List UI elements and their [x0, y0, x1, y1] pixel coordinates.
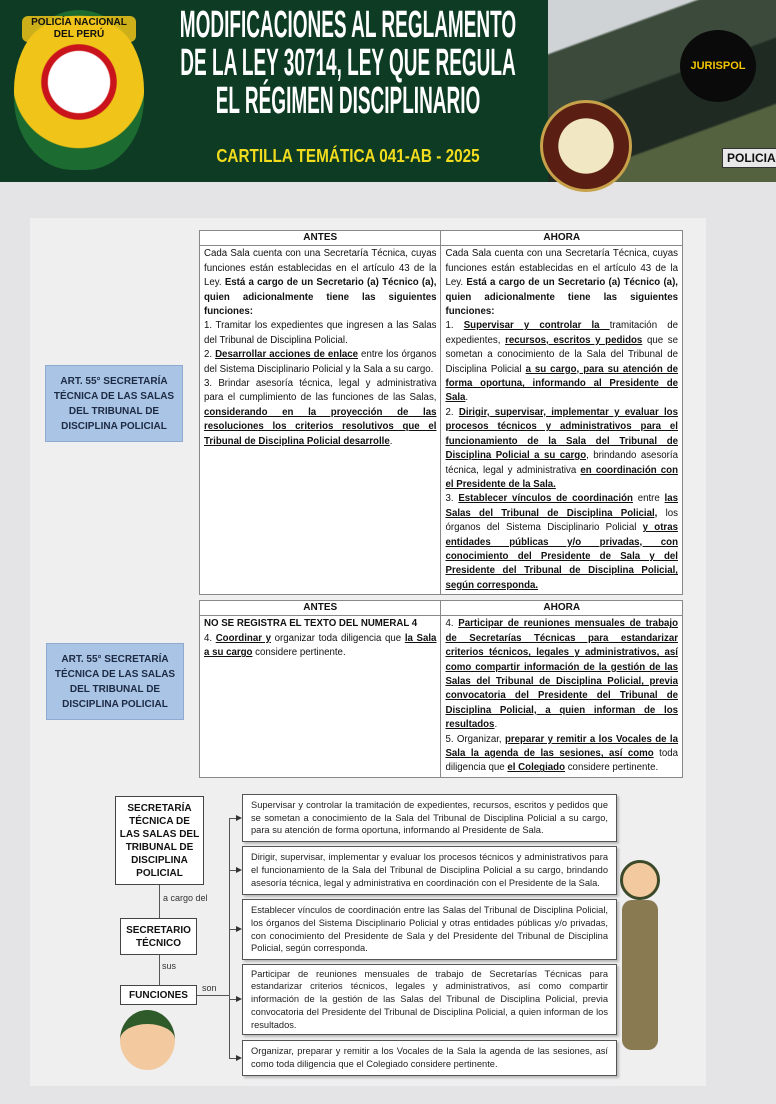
header-before: ANTES — [200, 231, 441, 246]
function-box: Organizar, preparar y remitir a los Vocales de la Sala la agenda de las sesiones, así como toda diligencia que el Colegiado considere pertinente. — [242, 1040, 617, 1076]
before-text — [200, 246, 441, 595]
text-segment: . — [494, 719, 498, 731]
emphasis-segment: Participar de reuniones mensuales de trabajo de Secretarías Técnicas para estandarizar criterios técnicos, legales y administrativos, así como compartir información de la gestión de las Salas del Tribunal de Disciplina Policial, previa convocatoria del Presidente del Tribunal de Disciplina Policial, a quien informan de los resultados — [445, 618, 678, 731]
text-segment: 1. Tramitar los expedientes que ingresen a las Salas del Tribunal de Disciplina Policial. — [204, 320, 437, 346]
emphasis-segment: Está a cargo de un Secretario (a) Técnico (a), quien adicionalmente tiene las siguientes funciones: — [204, 277, 437, 318]
text-segment: Cada Sala cuenta con una Secretaría Técnica, cuyas funciones están establecidas en el artículo 43 de la Ley. — [204, 248, 437, 289]
emphasis-segment: en coordinación con el Presidente de la Sala. — [445, 464, 679, 490]
police-mascot-illustration — [120, 1010, 175, 1070]
link-label: son — [202, 983, 217, 993]
text-segment: 1. — [445, 320, 464, 332]
paragraph — [204, 617, 436, 631]
emphasis-segment: Está a cargo de un Secretario (a) Técnico (a), quien adicionalmente tiene las siguientes funciones: — [445, 277, 678, 318]
paragraph — [445, 492, 678, 593]
title-line: EL RÉGIMEN DISCIPLINARIO — [215, 80, 481, 122]
text-segment: organizar toda diligencia que — [270, 632, 405, 644]
emphasis-segment: preparar y remitir a los Vocales de la Sala la agenda de las sesiones, así como — [445, 733, 679, 760]
after-text — [441, 246, 683, 595]
text-segment: los órganos del Sistema Disciplinario Policial — [445, 507, 679, 534]
text-segment: Cada Sala cuenta con una Secretaría Técnica, cuyas funciones están establecidas en el artículo 43 de la Ley. — [445, 248, 678, 289]
emphasis-segment: Desarrollar acciones de enlace — [215, 349, 359, 361]
text-segment: entre los órganos del Sistema Disciplinario Policial y la Sala a su cargo. — [204, 349, 437, 375]
header-after: AHORA — [441, 601, 683, 616]
emphasis-segment: Supervisar y controlar la — [463, 320, 610, 332]
police-officer-body — [622, 900, 658, 1050]
jurispol-logo: JURISPOL — [680, 30, 756, 102]
text-segment: 2. — [204, 349, 216, 361]
function-box: Establecer vínculos de coordinación entre las Salas del Tribunal de Disciplina Policial, los órganos del Sistema Disciplinario Policial y otras entidades públicas y/o privadas, con conocimiento del Presidente de Sala y del Presidente del Tribunal de Disciplina Policial, según corresponda. — [242, 899, 617, 960]
emphasis-segment: considerando en la proyección de las resoluciones los criterios resolutivos que el Tribunal de Disciplina Policial desarrolle — [204, 406, 437, 447]
paragraph — [445, 319, 678, 405]
diagram-root-box: SECRETARÍA TÉCNICA DE LAS SALAS DEL TRIBUNAL DE DISCIPLINA POLICIAL — [115, 796, 204, 885]
policia-badge: POLICIA — [722, 148, 776, 168]
emphasis-segment: NO SE REGISTRA EL TEXTO DEL NUMERAL 4 — [204, 618, 418, 630]
after-text — [441, 616, 683, 777]
paragraph — [204, 319, 436, 348]
text-segment: tramitación de expedientes, — [445, 320, 678, 346]
text-segment: 2. — [445, 406, 459, 418]
comparison-table-2 — [199, 600, 683, 778]
emphasis-segment: Dirigir, supervisar, implementar y evaluar los procesos técnicos y administrativos para el funcionamiento de la Sala del Tribunal de Disciplina Policial a su cargo — [445, 406, 678, 462]
comparison-table-1 — [199, 230, 683, 595]
text-segment: considere pertinente. — [565, 762, 659, 774]
before-text — [200, 616, 441, 777]
emphasis-segment: las Salas del Tribunal de Disciplina Policial, — [445, 493, 678, 519]
paragraph — [204, 348, 436, 377]
secretario-box: SECRETARIO TÉCNICO — [120, 918, 197, 955]
text-segment: 3. Brindar asesoría técnica, legal y administrativa para el cumplimiento de las funciones de las Salas, — [204, 378, 437, 404]
header-before: ANTES — [200, 601, 441, 616]
crest-text: POLICÍA NACIONAL DEL PERÚ — [22, 16, 136, 42]
emphasis-segment: y otras entidades públicas y/o privadas, con conocimiento del Presidente de Sala y del Presidente del Tribunal de Disciplina Policial, según corresponda. — [445, 522, 678, 591]
title-line: MODIFICACIONES AL REGLAMENTO — [179, 4, 517, 46]
text-segment: 4. — [204, 632, 216, 644]
article-label: ART. 55° SECRETARÍA TÉCNICA DE LAS SALAS DEL TRIBUNAL DE DISCIPLINA POLICIAL — [45, 365, 183, 442]
subtitle: CARTILLA TEMÁTICA 041-AB - 2025 — [216, 146, 480, 166]
paragraph — [445, 406, 678, 492]
emphasis-segment: a su cargo, para su atención de forma oportuna, informando al Presidente de Sala — [445, 363, 679, 404]
text-segment: . — [389, 435, 393, 447]
legal-advisory-seal — [540, 100, 632, 192]
link-label: a cargo del — [163, 893, 208, 903]
text-segment: . — [465, 392, 469, 404]
connector — [159, 885, 160, 918]
function-box: Dirigir, supervisar, implementar y evaluar los procesos técnicos y administrativos para el funcionamiento de la Sala del Tribunal de Disciplina Policial a su cargo, brindando asesoría técnica, legal y administrativa en coordinación con el Presidente de la Sala. — [242, 846, 617, 895]
text-segment: que se sometan a conocimiento de la Sala del Tribunal de Disciplina Policial — [445, 334, 678, 375]
emphasis-segment: el Colegiado — [507, 762, 566, 774]
connector — [159, 955, 160, 985]
text-segment: 5. Organizar, — [445, 733, 505, 745]
text-segment: toda diligencia que — [445, 748, 678, 774]
page-title — [152, 6, 544, 120]
paragraph — [445, 247, 678, 319]
paragraph — [204, 632, 436, 661]
bracket-line — [229, 818, 230, 1058]
text-segment: 3. — [445, 493, 459, 505]
emphasis-segment: Coordinar y — [215, 632, 271, 644]
header-after: AHORA — [441, 231, 683, 246]
emphasis-segment: recursos, escritos y pedidos — [505, 334, 643, 346]
text-segment: considere pertinente. — [252, 647, 346, 659]
police-officer-illustration — [620, 860, 660, 900]
article-label: ART. 55° SECRETARÍA TÉCNICA DE LAS SALAS DEL TRIBUNAL DE DISCIPLINA POLICIAL — [46, 643, 184, 720]
function-box: Participar de reuniones mensuales de trabajo de Secretarías Técnicas para estandarizar criterios técnicos, legales y administrativos, así como compartir información de la gestión de las Salas del Tribunal de Disciplina Policial, previa convocatoria del Presidente del Tribunal de Disciplina Policial, a quien informan de los resultados. — [242, 964, 617, 1035]
connector — [197, 995, 229, 996]
link-label: sus — [162, 961, 177, 971]
text-segment: 4. — [445, 618, 459, 630]
emphasis-segment: Establecer vínculos de coordinación — [458, 493, 633, 505]
text-segment: entre — [632, 493, 665, 505]
funciones-box: FUNCIONES — [120, 985, 197, 1005]
paragraph — [204, 247, 436, 319]
text-segment: , brindando asesoría técnica, legal y administrativa — [445, 450, 678, 476]
paragraph — [445, 617, 678, 732]
title-line: DE LA LEY 30714, LEY QUE REGULA — [180, 42, 516, 84]
header-banner — [0, 0, 776, 182]
emphasis-segment: la Sala a su cargo — [204, 632, 437, 659]
paragraph — [445, 733, 678, 776]
function-box: Supervisar y controlar la tramitación de expedientes, recursos, escritos y pedidos que se sometan a conocimiento de la Sala del Tribunal de Disciplina Policial a su cargo, para su atención de forma oportuna, informando al Presidente de Sala. — [242, 794, 617, 842]
paragraph — [204, 377, 436, 449]
